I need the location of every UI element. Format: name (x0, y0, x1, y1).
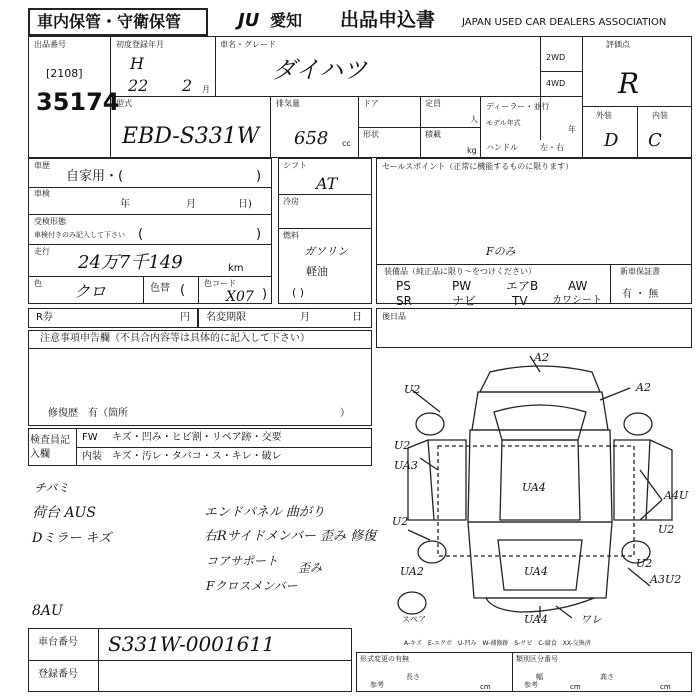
exterior-grade: D (604, 130, 619, 151)
damage-mark: U2 (658, 523, 675, 536)
registration-year: 22 (128, 76, 149, 95)
evaluation-score: R (618, 67, 640, 100)
load-label: 積載 (425, 130, 441, 139)
registration-month: 2 (182, 76, 193, 95)
spare-label: スペア (402, 615, 426, 624)
color-code-value: X07 (226, 289, 254, 305)
interior-inspect-label: 内装 (82, 451, 102, 462)
width-unit: cm (570, 683, 581, 691)
drive-2wd: 2WD (546, 53, 566, 62)
damage-mark: U2 (404, 383, 421, 396)
damage-mark: U2 (392, 515, 409, 528)
ref-label-right: 参考 (524, 681, 538, 689)
color-value: クロ (74, 282, 107, 301)
shift-value: AT (316, 174, 338, 193)
displacement-unit: cc (342, 139, 351, 148)
damage-mark: A2 (636, 381, 651, 394)
name-change-month: 月 (300, 312, 310, 323)
width-label: 幅 (536, 673, 543, 681)
repair-history-label: 修復歴 有（箇所 (48, 408, 128, 419)
vehicle-name-label: 車名・グレード (220, 40, 276, 49)
dealer-parallel: ディーラー・並行 (486, 102, 550, 111)
mileage-unit: km (228, 263, 244, 274)
inspection-year: 年 (120, 199, 130, 210)
note-7: Fクロスメンバー (206, 579, 298, 593)
inspector-label: 検査員記入欄 (30, 435, 70, 460)
shift-label: シフト (283, 161, 307, 170)
name-change-label: 名変期限 (206, 312, 246, 323)
pickup-label: 受検形態 (34, 217, 66, 226)
color-label: 色 (34, 279, 42, 288)
inspection-month: 月 (186, 199, 196, 210)
damage-mark: A4U (664, 489, 689, 502)
inspection-label: 車検 (34, 189, 50, 198)
registration-month-unit: 月 (202, 85, 210, 94)
model-code-label: 型式 (116, 99, 132, 108)
recycle-label: R券 (36, 312, 53, 323)
evaluation-label: 評価点 (606, 40, 630, 49)
history-label: 車歴 (34, 161, 50, 170)
note-3: Dミラー キズ (32, 531, 112, 546)
storage-note: 車内保管・守衛保管 (37, 12, 182, 31)
fw-items: キズ・凹み・ヒビ割・リペア跡・交要 (112, 432, 282, 443)
displacement-label: 排気量 (276, 99, 300, 108)
pickup-paren-close: ) (256, 227, 262, 242)
kg-unit: kg (467, 146, 477, 155)
history-close: ) (256, 169, 262, 184)
door-label: ドア (363, 99, 379, 108)
equip-aw: AW (568, 279, 588, 293)
interior-label: 内装 (652, 111, 668, 120)
equip-airbag: エアB (506, 279, 539, 293)
reg-number-label: 登録番号 (38, 669, 78, 680)
damage-mark: UA4 (522, 481, 546, 494)
model-year-label: モデル年式 (486, 119, 521, 127)
sales-point-label: セールスポイント（正常に機能するものに限ります） (382, 162, 574, 171)
person-unit: 人 (470, 115, 478, 124)
note-6: コアサポート (206, 554, 279, 568)
pickup-paren-open: ( (138, 227, 144, 242)
warranty-value: 有 ・ 無 (622, 289, 659, 300)
height-label: 高さ (600, 673, 614, 681)
damage-mark: U2 (394, 439, 411, 452)
lot-number: 35174 (36, 88, 120, 116)
pickup-note: 車検付きのみ記入して下さい (34, 231, 125, 239)
capacity-label: 定員 (425, 99, 441, 108)
repaint-paren: ( (180, 283, 186, 298)
notes-label: 注意事項申告欄（不具合内容等は具体的に記入して下さい） (40, 333, 310, 344)
rear-seat-label: 後日品 (382, 312, 406, 321)
repair-history-close: ） (340, 408, 350, 419)
fuel-label: 燃料 (283, 231, 299, 240)
note-9: 8AU (32, 603, 63, 619)
category-label: 類別区分番号 (516, 655, 558, 663)
lot-sub-number: [2108] (46, 67, 83, 80)
note-4: エンドパネル 曲がり (204, 505, 325, 520)
interior-grade: C (648, 130, 662, 151)
fuel-paren: ( ) (292, 286, 305, 299)
note-8: 歪み (298, 561, 323, 575)
association-name: JAPAN USED CAR DEALERS ASSOCIATION (462, 17, 667, 28)
equip-sr: SR (396, 294, 412, 308)
chassis-label: 車台番号 (38, 637, 78, 648)
shape-label: 形状 (363, 130, 379, 139)
fuel-diesel: 軽油 (306, 265, 328, 278)
mileage-label: 走行 (34, 247, 50, 256)
height-unit: cm (660, 683, 671, 691)
fuel-value: ガソリン (304, 245, 348, 258)
damage-mark: U2 (636, 557, 653, 570)
recycle-unit: 円 (180, 312, 190, 323)
damage-mark: UA4 (524, 613, 548, 626)
registration-era: H (130, 54, 144, 73)
note-5: 右Rサイドメンバー 歪み 修復 (204, 529, 377, 544)
damage-mark: A3U2 (650, 573, 682, 586)
fw-label: FW (82, 432, 98, 443)
ac-label: 冷房 (283, 197, 299, 206)
model-year-unit: 年 (568, 125, 576, 134)
color-code-close: ) (262, 287, 268, 302)
ref-label-left: 参考 (370, 681, 384, 689)
vehicle-name-value: ダイハツ (272, 56, 368, 84)
lot-label: 出品番号 (34, 40, 66, 49)
equip-tv: TV (512, 294, 528, 308)
exterior-label: 外装 (596, 111, 612, 120)
equipment-label: 装備品（純正品に限り〜をつけください） (384, 267, 536, 276)
region-name: 愛知 (270, 11, 303, 30)
warranty-label: 新車保証書 (620, 267, 660, 276)
history-value: 自家用・( (66, 169, 124, 184)
damage-mark: A2 (534, 351, 549, 364)
equipment-annotation: Fのみ (486, 245, 516, 258)
damage-legend: A-キズ E-エクボ U-凹み W-補修跡 S-サビ C-腐食 XX-交換済 (404, 640, 591, 647)
note-1: チバミ (34, 481, 70, 495)
damage-mark: ワレ (580, 613, 602, 626)
form-change-label: 形式変更の有無 (360, 655, 409, 663)
equip-navi: ナビ (452, 294, 477, 308)
model-code-value: EBD-S331W (122, 124, 260, 149)
repaint-label: 色替 (150, 283, 170, 294)
equip-pw: PW (452, 279, 472, 293)
drive-4wd: 4WD (546, 79, 566, 88)
color-code-label: 色コード (204, 279, 236, 288)
length-label: 長さ (406, 673, 420, 681)
form-title: 出品申込書 (340, 9, 436, 31)
chassis-value: S331W-0001611 (108, 632, 275, 656)
displacement-value: 658 (294, 128, 329, 149)
damage-mark: UA2 (400, 565, 424, 578)
mileage-value: 24万7千149 (78, 252, 183, 273)
damage-mark: UA4 (524, 565, 548, 578)
ju-logo: JU (238, 10, 260, 31)
length-unit: cm (480, 683, 491, 691)
registration-label: 初度登録年月 (116, 40, 164, 49)
handle-options: 左・右 (540, 143, 564, 152)
equip-leather: カワシート (552, 295, 602, 306)
interior-inspect-items: キズ・汚レ・タバコ・ス・キレ・破レ (112, 451, 282, 462)
handle-label: ハンドル (486, 143, 518, 152)
damage-mark: UA3 (394, 459, 418, 472)
equip-ps: PS (396, 279, 411, 293)
note-2: 荷台 AUS (32, 505, 96, 521)
name-change-day: 日 (352, 312, 362, 323)
inspection-day: 日) (238, 199, 252, 210)
